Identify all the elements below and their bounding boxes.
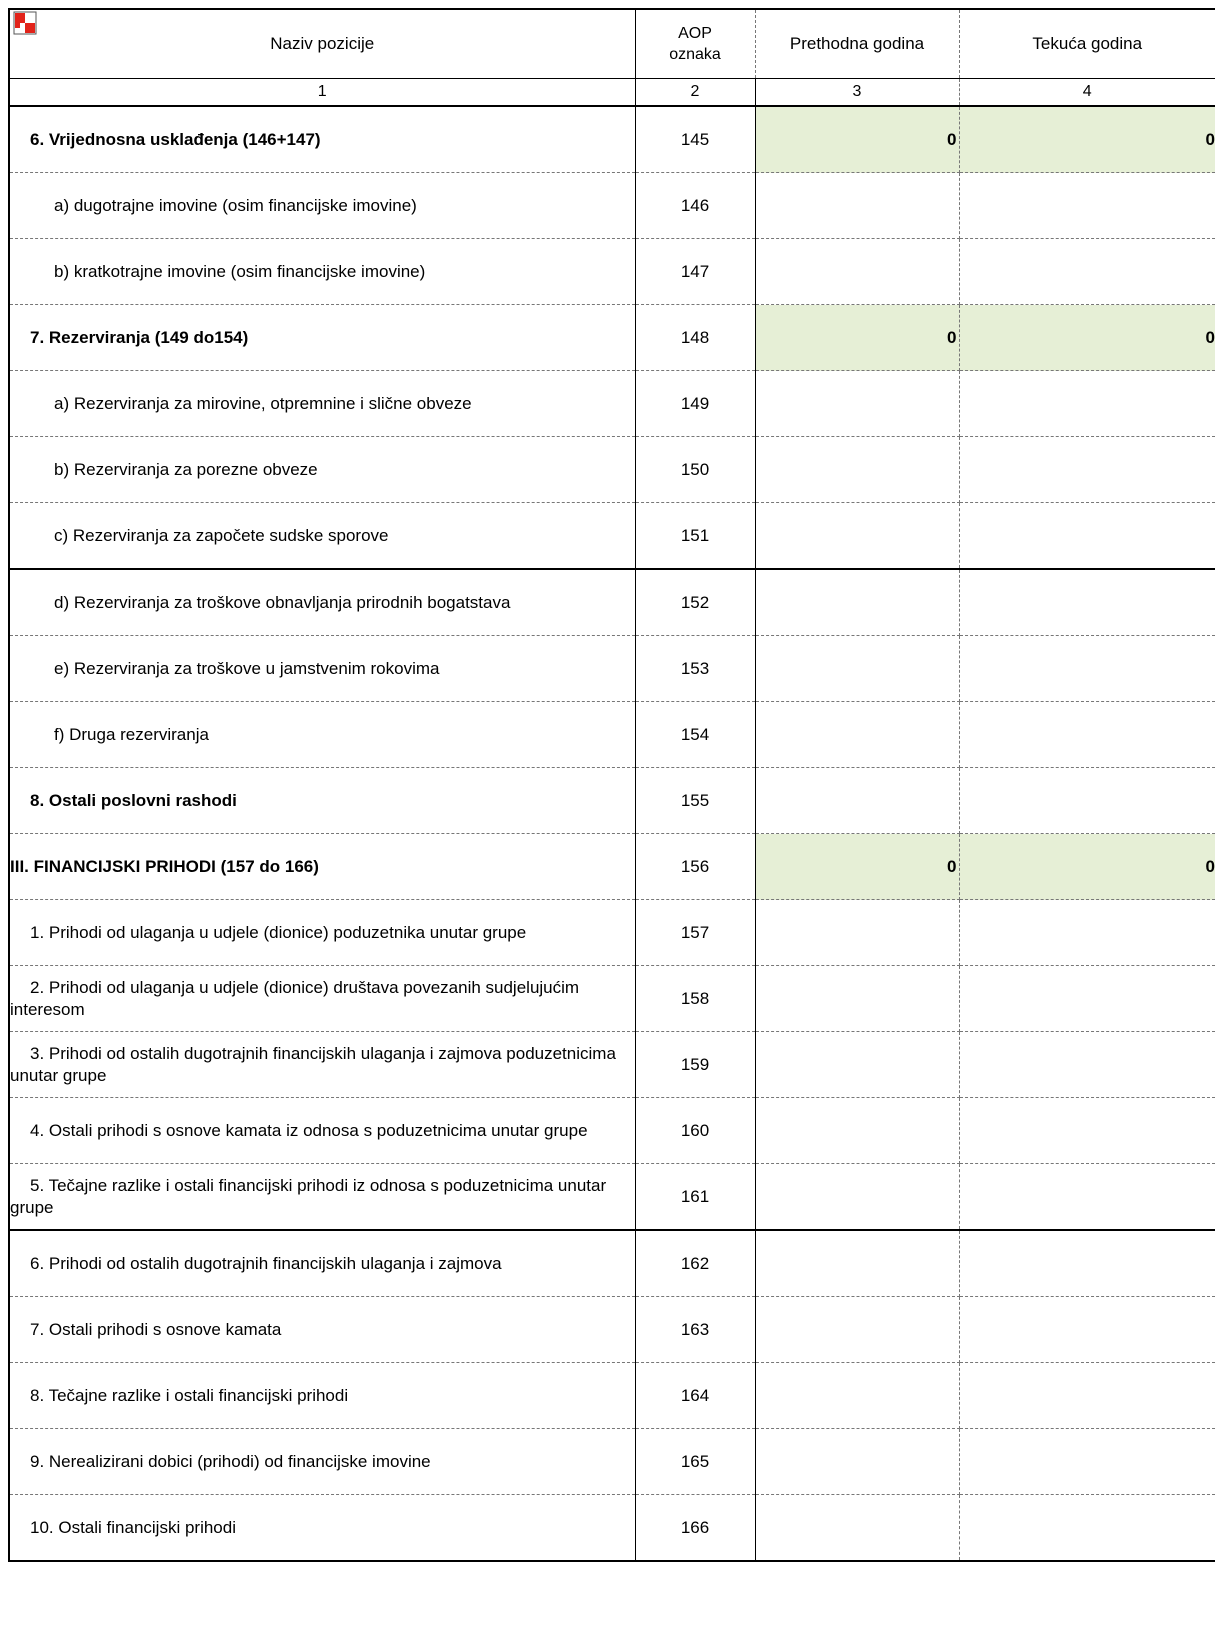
header-aop-line2: oznaka [669, 46, 721, 63]
current-year-value[interactable] [959, 1363, 1215, 1429]
current-year-value[interactable] [959, 569, 1215, 636]
current-year-value[interactable] [959, 1495, 1215, 1562]
aop-code: 147 [635, 239, 755, 305]
row-label-cell [9, 1363, 635, 1429]
table-row [9, 1032, 1215, 1098]
row-label: 4. Ostali prihodi s osnove kamata iz odnosa s poduzetnicima unutar grupe [30, 1120, 588, 1140]
aop-code: 161 [635, 1164, 755, 1231]
current-year-value[interactable] [959, 702, 1215, 768]
row-label: III. FINANCIJSKI PRIHODI (157 do 166) [10, 856, 319, 876]
current-year-value[interactable] [959, 1230, 1215, 1297]
row-label: 8. Ostali poslovni rashodi [30, 790, 237, 810]
previous-year-value[interactable]: 0 [755, 834, 959, 900]
table-row [9, 834, 1215, 900]
table-row [9, 636, 1215, 702]
table-row [9, 1495, 1215, 1562]
header-aop-line1: AOP [678, 25, 712, 42]
table-row [9, 437, 1215, 503]
previous-year-value[interactable] [755, 1429, 959, 1495]
table-row [9, 966, 1215, 1032]
previous-year-value[interactable] [755, 636, 959, 702]
row-label: 6. Prihodi od ostalih dugotrajnih financijskih ulaganja i zajmova [30, 1253, 502, 1273]
row-label-cell [9, 1230, 635, 1297]
previous-year-value[interactable] [755, 702, 959, 768]
table-row [9, 1230, 1215, 1297]
table-row [9, 1429, 1215, 1495]
row-label-cell [9, 768, 635, 834]
previous-year-value[interactable]: 0 [755, 305, 959, 371]
previous-year-value[interactable] [755, 900, 959, 966]
table-row [9, 371, 1215, 437]
current-year-value[interactable] [959, 1429, 1215, 1495]
current-year-value[interactable] [959, 768, 1215, 834]
aop-code: 157 [635, 900, 755, 966]
row-label-cell [9, 173, 635, 239]
table-row [9, 702, 1215, 768]
current-year-value[interactable] [959, 966, 1215, 1032]
current-year-value[interactable] [959, 900, 1215, 966]
row-label-cell [9, 1032, 635, 1098]
column-number: 2 [635, 79, 755, 107]
row-label: 8. Tečajne razlike i ostali financijski prihodi [30, 1385, 349, 1405]
row-label-cell [9, 702, 635, 768]
current-year-value[interactable] [959, 371, 1215, 437]
table-row [9, 900, 1215, 966]
header-aop [635, 9, 755, 79]
row-label: b) kratkotrajne imovine (osim financijske imovine) [54, 261, 426, 281]
row-label-cell [9, 900, 635, 966]
previous-year-value[interactable] [755, 1032, 959, 1098]
row-label: 7. Rezerviranja (149 do154) [30, 327, 249, 347]
header-row [9, 9, 1215, 79]
current-year-value[interactable] [959, 503, 1215, 570]
previous-year-value[interactable] [755, 503, 959, 570]
row-label-cell [9, 1495, 635, 1562]
row-label: c) Rezerviranja za započete sudske sporove [54, 525, 389, 545]
previous-year-value[interactable] [755, 1495, 959, 1562]
aop-code: 153 [635, 636, 755, 702]
current-year-value[interactable] [959, 1098, 1215, 1164]
row-label: 10. Ostali financijski prihodi [30, 1517, 236, 1537]
table-row [9, 1297, 1215, 1363]
previous-year-value[interactable] [755, 239, 959, 305]
aop-code: 159 [635, 1032, 755, 1098]
column-number: 4 [959, 79, 1215, 107]
row-label: 7. Ostali prihodi s osnove kamata [30, 1319, 282, 1339]
table-row [9, 173, 1215, 239]
previous-year-value[interactable] [755, 966, 959, 1032]
previous-year-value[interactable] [755, 768, 959, 834]
row-label: e) Rezerviranja za troškove u jamstvenim rokovima [54, 658, 440, 678]
row-label: 6. Vrijednosna usklađenja (146+147) [30, 129, 321, 149]
aop-code: 155 [635, 768, 755, 834]
aop-code: 148 [635, 305, 755, 371]
aop-code: 152 [635, 569, 755, 636]
column-number: 1 [9, 79, 635, 107]
row-label: 9. Nerealizirani dobici (prihodi) od financijske imovine [30, 1451, 431, 1471]
aop-code: 156 [635, 834, 755, 900]
previous-year-value[interactable]: 0 [755, 106, 959, 173]
aop-code: 160 [635, 1098, 755, 1164]
aop-code: 164 [635, 1363, 755, 1429]
row-label-cell [9, 966, 635, 1032]
current-year-value[interactable] [959, 1032, 1215, 1098]
aop-code: 145 [635, 106, 755, 173]
table-row [9, 239, 1215, 305]
current-year-value[interactable] [959, 1164, 1215, 1231]
table-row [9, 503, 1215, 570]
aop-code: 163 [635, 1297, 755, 1363]
current-year-value[interactable]: 0 [959, 106, 1215, 173]
current-year-value[interactable]: 0 [959, 305, 1215, 371]
table-row [9, 1164, 1215, 1231]
header-item-name [9, 9, 635, 79]
row-label-cell [9, 1297, 635, 1363]
aop-code: 151 [635, 503, 755, 570]
table-row [9, 305, 1215, 371]
row-label-cell [9, 437, 635, 503]
row-label-cell [9, 1098, 635, 1164]
previous-year-value[interactable] [755, 1297, 959, 1363]
previous-year-value[interactable] [755, 437, 959, 503]
current-year-value[interactable]: 0 [959, 834, 1215, 900]
previous-year-value[interactable] [755, 1164, 959, 1231]
row-label-cell [9, 636, 635, 702]
row-label-cell [9, 239, 635, 305]
aop-code: 149 [635, 371, 755, 437]
aop-code: 154 [635, 702, 755, 768]
checkerboard-icon [14, 12, 36, 34]
row-label: 2. Prihodi od ulaganja u udjele (dionice) društava povezanih sudjelujućim interesom [10, 977, 580, 1019]
table-row [9, 106, 1215, 173]
aop-code: 146 [635, 173, 755, 239]
row-label: a) dugotrajne imovine (osim financijske imovine) [54, 195, 417, 215]
current-year-value[interactable] [959, 437, 1215, 503]
previous-year-value[interactable] [755, 1098, 959, 1164]
column-number-row [9, 79, 1215, 107]
row-label-cell [9, 834, 635, 900]
previous-year-value[interactable] [755, 1230, 959, 1297]
aop-code: 165 [635, 1429, 755, 1495]
aop-code: 150 [635, 437, 755, 503]
row-label-cell [9, 305, 635, 371]
row-label: 1. Prihodi od ulaganja u udjele (dionice) poduzetnika unutar grupe [30, 922, 527, 942]
previous-year-value[interactable] [755, 569, 959, 636]
row-label: d) Rezerviranja za troškove obnavljanja prirodnih bogatstava [54, 592, 511, 612]
profit-loss-table [8, 8, 1215, 1562]
row-label: 5. Tečajne razlike i ostali financijski prihodi iz odnosa s poduzetnicima unutar grupe [10, 1175, 607, 1217]
row-label: f) Druga rezerviranja [54, 724, 209, 744]
row-label-cell [9, 371, 635, 437]
aop-code: 158 [635, 966, 755, 1032]
header-previous-year: Prethodna godina [755, 9, 959, 79]
column-number: 3 [755, 79, 959, 107]
table-row [9, 569, 1215, 636]
row-label-cell [9, 106, 635, 173]
row-label-cell [9, 503, 635, 570]
header-naziv-label: Naziv pozicije [270, 34, 375, 53]
previous-year-value[interactable] [755, 371, 959, 437]
aop-code: 162 [635, 1230, 755, 1297]
table-row [9, 768, 1215, 834]
current-year-value[interactable] [959, 636, 1215, 702]
row-label: a) Rezerviranja za mirovine, otpremnine i slične obveze [54, 393, 472, 413]
financial-statement-sheet [8, 8, 1215, 1562]
header-current-year: Tekuća godina [959, 9, 1215, 79]
table-row [9, 1098, 1215, 1164]
row-label-cell [9, 1429, 635, 1495]
current-year-value[interactable] [959, 1297, 1215, 1363]
row-label: 3. Prihodi od ostalih dugotrajnih financijskih ulaganja i zajmova poduzetnicima unutar grupe [10, 1043, 616, 1085]
current-year-value[interactable] [959, 173, 1215, 239]
current-year-value[interactable] [959, 239, 1215, 305]
previous-year-value[interactable] [755, 1363, 959, 1429]
row-label-cell [9, 569, 635, 636]
table-row [9, 1363, 1215, 1429]
aop-code: 166 [635, 1495, 755, 1562]
row-label: b) Rezerviranja za porezne obveze [54, 459, 318, 479]
previous-year-value[interactable] [755, 173, 959, 239]
row-label-cell [9, 1164, 635, 1231]
